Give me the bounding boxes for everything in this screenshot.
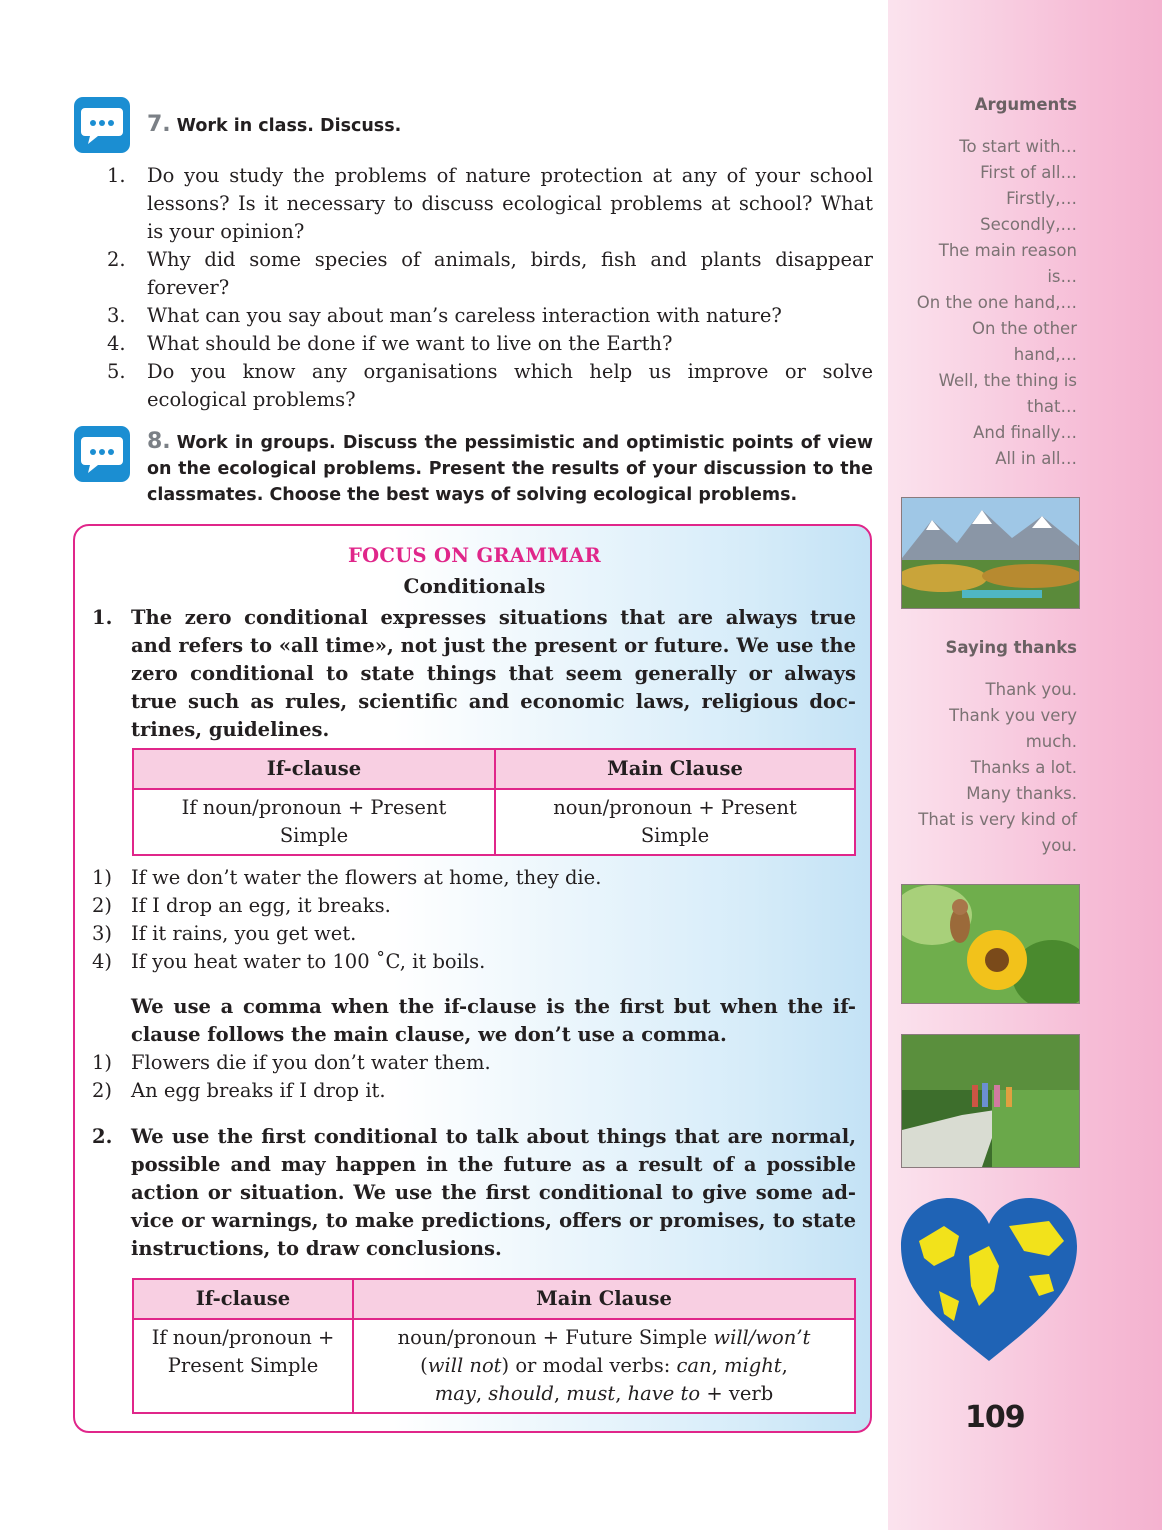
phrase: that… bbox=[1026, 397, 1077, 416]
chat-bubble-icon bbox=[74, 426, 130, 482]
example-text: If we don’t water the flowers at home, they die. bbox=[131, 866, 602, 889]
mountain-lake-photo bbox=[901, 497, 1080, 609]
example-text: If I drop an egg, it breaks. bbox=[131, 894, 391, 917]
point-1-text: The zero conditional expresses situations that are always true and refers to «all time», not just the present or future. We use the zero conditional to state things that seem generally or always true such as rules, scientific and economic laws, religious doctrines, guidelines. bbox=[131, 606, 856, 741]
phrase: And finally… bbox=[973, 423, 1077, 442]
first-conditional-table bbox=[132, 1278, 856, 1414]
cell-text: noun/pronoun + Present Simple bbox=[553, 796, 797, 847]
comma-rule: We use a comma when the if-clause is the first but when the if-clause follows the main clause, we don’t use a comma. bbox=[131, 995, 856, 1046]
thanks-title: Saying thanks bbox=[945, 638, 1077, 657]
question-item bbox=[107, 302, 873, 330]
example-item bbox=[92, 920, 852, 948]
cell-text bbox=[360, 1324, 848, 1408]
zero-conditional-table bbox=[132, 748, 856, 856]
question-number: 3. bbox=[107, 304, 126, 327]
table-cell bbox=[353, 1319, 855, 1413]
formula-part: ) or modal verbs: bbox=[501, 1354, 677, 1377]
grammar-subtitle: Conditionals bbox=[403, 574, 546, 598]
phrase: is… bbox=[1047, 267, 1077, 286]
question-number: 4. bbox=[107, 332, 126, 355]
thanks-phrases bbox=[918, 635, 1077, 859]
question-item bbox=[107, 246, 873, 302]
formula-part: , bbox=[553, 1382, 567, 1405]
cell-text: If noun/pronoun + Present Simple bbox=[181, 796, 447, 847]
zero-conditional-examples bbox=[92, 864, 852, 976]
formula-part: , bbox=[475, 1382, 489, 1405]
globe-heart-hands-image bbox=[899, 1196, 1079, 1366]
phrase: Firstly,… bbox=[1006, 189, 1077, 208]
example-number: 3) bbox=[92, 922, 113, 945]
task-7-heading bbox=[147, 112, 401, 139]
question-number: 1. bbox=[107, 164, 126, 187]
example-number: 4) bbox=[92, 950, 113, 973]
task-8-instruction: Work in groups. Discuss the pessimistic and optimistic points of view on the ecological problems. Present the results of your discussion to the classmates. Choose the best ways of solving ecological problems. bbox=[147, 433, 873, 505]
task-7-number: 7. bbox=[147, 112, 171, 137]
phrase: Thanks a lot. bbox=[970, 758, 1077, 777]
question-text: What should be done if we want to live on the Earth? bbox=[147, 332, 673, 355]
sunflower-chipmunk-photo bbox=[901, 884, 1080, 1004]
question-text: What can you say about man’s careless interaction with nature? bbox=[147, 304, 782, 327]
phrase: Well, the thing is bbox=[938, 371, 1077, 390]
question-text: Do you know any organisations which help us improve or solve ecological problems? bbox=[147, 360, 873, 411]
table-cell bbox=[495, 789, 855, 855]
table-cell bbox=[133, 1319, 353, 1413]
question-number: 5. bbox=[107, 360, 126, 383]
phrase: To start with… bbox=[959, 137, 1077, 156]
phrase: All in all… bbox=[995, 449, 1077, 468]
formula-part: may bbox=[434, 1382, 476, 1405]
chat-bubble-icon bbox=[74, 97, 130, 153]
cell-text: If noun/pronoun + Present Simple bbox=[151, 1326, 335, 1377]
table-header: If-clause bbox=[133, 1279, 353, 1319]
hikers-forest-photo bbox=[901, 1034, 1080, 1168]
arguments-phrases bbox=[917, 92, 1077, 472]
task-8-number: 8. bbox=[147, 429, 171, 454]
phrase: Many thanks. bbox=[966, 784, 1077, 803]
phrase: On the other bbox=[972, 319, 1077, 338]
example-item bbox=[92, 1049, 852, 1077]
point-2-number: 2. bbox=[92, 1125, 113, 1148]
formula-part: noun/pronoun + Future Simple bbox=[397, 1326, 714, 1349]
example-item bbox=[92, 892, 852, 920]
table-header: Main Clause bbox=[495, 749, 855, 789]
phrase: That is very kind of bbox=[918, 810, 1077, 829]
formula-part: will not bbox=[427, 1354, 502, 1377]
phrase: Thank you. bbox=[985, 680, 1077, 699]
example-text: An egg breaks if I drop it. bbox=[131, 1079, 386, 1102]
table-cell bbox=[133, 789, 495, 855]
focus-on-grammar-box bbox=[73, 524, 872, 1433]
formula-part: should bbox=[488, 1382, 554, 1405]
arguments-title: Arguments bbox=[974, 95, 1077, 114]
question-item bbox=[107, 162, 873, 246]
formula-part: ( bbox=[420, 1354, 428, 1377]
phrase: On the one hand,… bbox=[916, 293, 1077, 312]
formula-part: , bbox=[781, 1354, 788, 1377]
example-item bbox=[92, 864, 852, 892]
example-item bbox=[92, 948, 852, 976]
formula-part: , bbox=[711, 1354, 725, 1377]
example-number: 1) bbox=[92, 866, 113, 889]
formula-part: can bbox=[676, 1354, 712, 1377]
task-7-instruction: Work in class. Discuss. bbox=[176, 116, 402, 136]
question-text: Why did some species of animals, birds, fish and plants disappear forever? bbox=[147, 248, 873, 299]
formula-part: might bbox=[724, 1354, 782, 1377]
phrase: First of all… bbox=[980, 163, 1077, 182]
phrase: Secondly,… bbox=[980, 215, 1077, 234]
example-text: Flowers die if you don’t water them. bbox=[131, 1051, 491, 1074]
grammar-title: FOCUS ON GRAMMAR bbox=[347, 544, 602, 567]
page-number: 109 bbox=[965, 1400, 1025, 1435]
formula-part: will/won’t bbox=[713, 1326, 811, 1349]
question-text: Do you study the problems of nature protection at any of your school lessons? Is it necessary to discuss ecological problems at school? What is your opinion? bbox=[147, 164, 873, 243]
phrase: The main reason bbox=[938, 241, 1077, 260]
question-item bbox=[107, 358, 873, 414]
formula-part: , bbox=[615, 1382, 628, 1405]
point-2-text: We use the first conditional to talk about things that are normal, possible and may happen in the future as a result of a possible action or situation. We use the first conditional to give some advice or warnings, to make predictions, offers or promises, to state instructions, to draw conclusions. bbox=[131, 1125, 856, 1260]
discussion-questions bbox=[107, 162, 873, 414]
example-item bbox=[92, 1077, 852, 1105]
example-number: 1) bbox=[92, 1051, 113, 1074]
example-number: 2) bbox=[92, 1079, 113, 1102]
formula-part: + verb bbox=[700, 1382, 774, 1405]
task-8-heading bbox=[147, 429, 873, 508]
example-text: If you heat water to 100 ˚C, it boils. bbox=[131, 950, 486, 973]
phrase: much. bbox=[1025, 732, 1077, 751]
question-item bbox=[107, 330, 873, 358]
phrase: you. bbox=[1041, 836, 1077, 855]
question-number: 2. bbox=[107, 248, 126, 271]
example-text: If it rains, you get wet. bbox=[131, 922, 357, 945]
point-1-number: 1. bbox=[92, 606, 113, 629]
table-header: If-clause bbox=[133, 749, 495, 789]
phrase: Thank you very bbox=[949, 706, 1077, 725]
phrase: hand,… bbox=[1013, 345, 1077, 364]
comma-examples bbox=[92, 1049, 852, 1105]
formula-part: have to bbox=[627, 1382, 701, 1405]
table-header: Main Clause bbox=[353, 1279, 855, 1319]
formula-part: must bbox=[566, 1382, 616, 1405]
example-number: 2) bbox=[92, 894, 113, 917]
